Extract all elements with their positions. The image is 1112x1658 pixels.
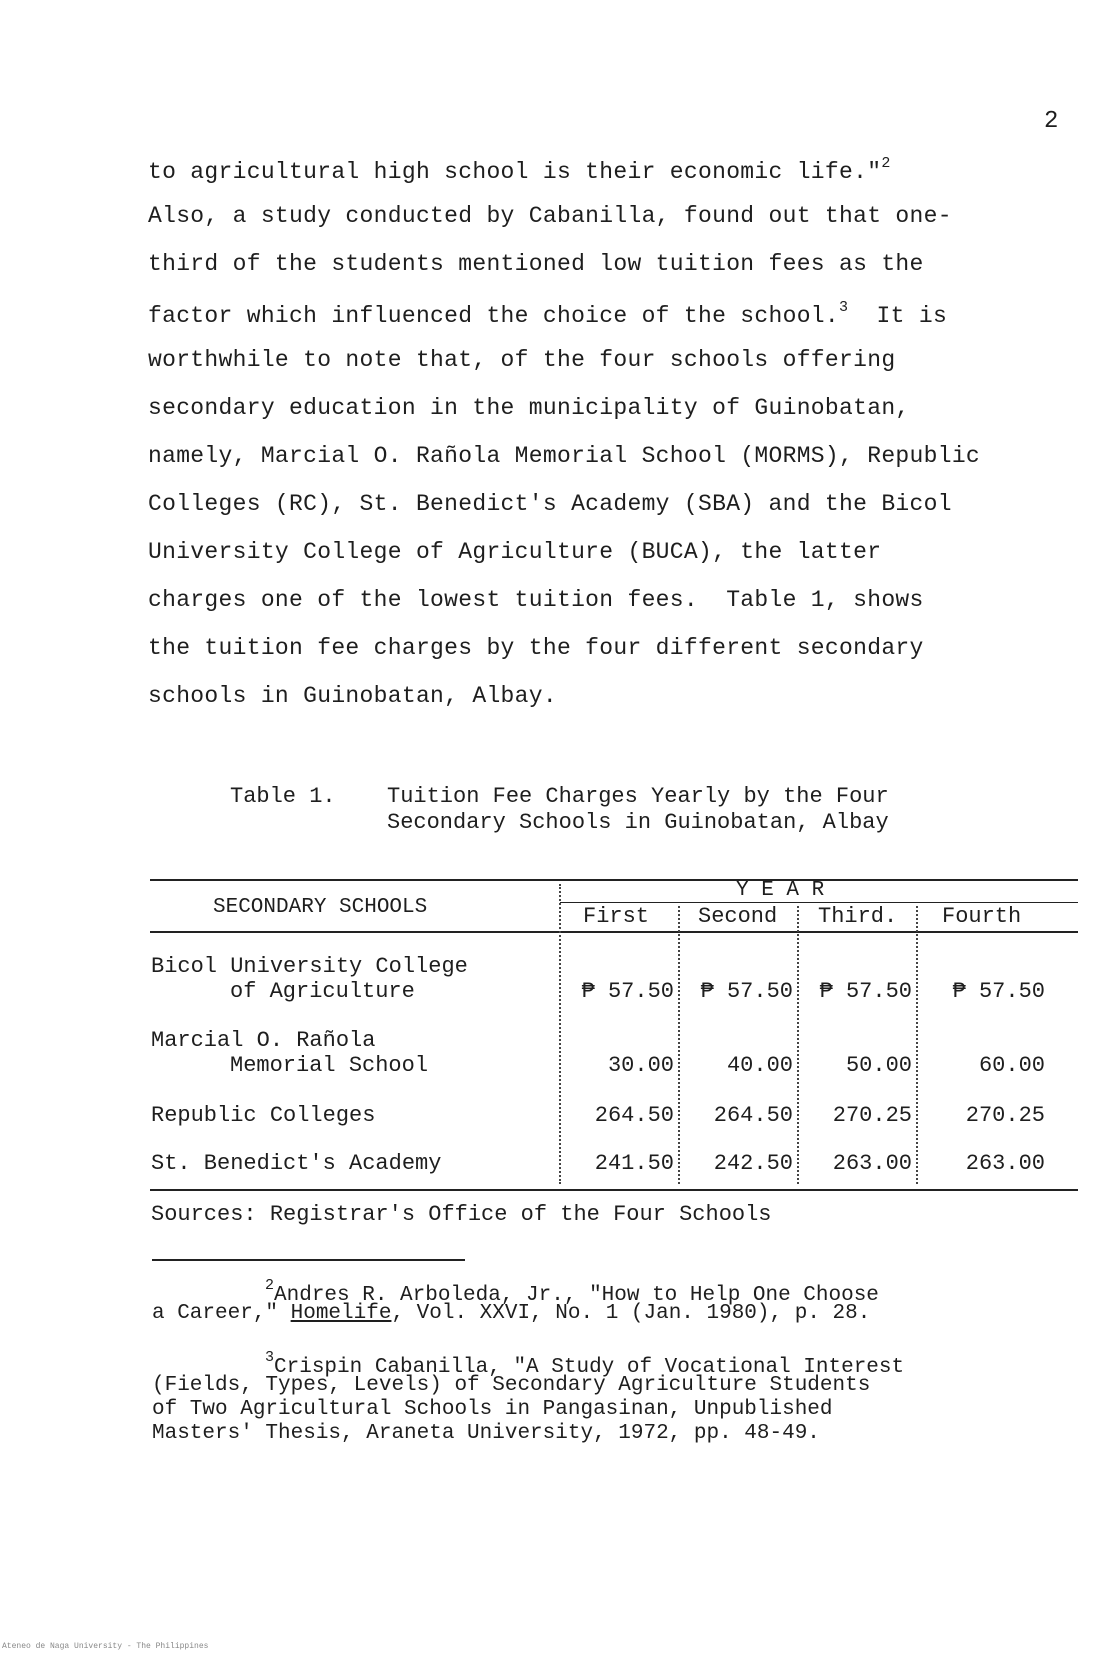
table-cell: 241.50 xyxy=(594,1151,674,1176)
table-cell: 30.00 xyxy=(607,1053,674,1078)
table-row-school-name: of Agriculture xyxy=(230,979,415,1004)
header-secondary-schools: SECONDARY SCHOOLS xyxy=(213,896,428,919)
footnote-2-line: a Career," Homelife, Vol. XXVI, No. 1 (Jan. 1980), p. 28. xyxy=(152,1302,871,1325)
table-header-rule xyxy=(150,931,1078,933)
column-separator xyxy=(797,906,809,1184)
body-line: schools in Guinobatan, Albay. xyxy=(148,683,557,709)
body-line: secondary education in the municipality of Guinobatan, xyxy=(148,395,910,421)
table-cell: 263.00 xyxy=(965,1151,1045,1176)
header-fourth: Fourth xyxy=(942,904,1022,929)
body-line: namely, Marcial O. Rañola Memorial School (MORMS), Republic xyxy=(148,443,981,469)
body-line: worthwhile to note that, of the four schools offering xyxy=(148,347,896,373)
table-row-school-name: Bicol University College xyxy=(151,954,468,979)
footnote-2-line: $^2$Andres R. Arboleda, Jr., "How to Help One Choose xyxy=(265,1277,879,1307)
journal-title: Homelife xyxy=(290,1302,392,1325)
archive-margin-note: Ateneo de Naga University - The Philippines xyxy=(2,1642,209,1651)
table-cell: ₱ 57.50 xyxy=(581,979,674,1004)
table-row-school-name: Marcial O. Rañola xyxy=(151,1028,376,1053)
table-row-school-name: Republic Colleges xyxy=(151,1103,376,1128)
table-cell: 263.00 xyxy=(832,1151,912,1176)
body-line: factor which influenced the choice of the school.$^3$ It is xyxy=(148,299,948,329)
table-top-rule xyxy=(150,879,1078,881)
table-cell: 264.50 xyxy=(594,1103,674,1128)
body-line: charges one of the lowest tuition fees. Table 1, shows xyxy=(148,587,924,613)
table-cell: 242.50 xyxy=(713,1151,793,1176)
table-year-rule xyxy=(560,902,1078,903)
body-line: Colleges (RC), St. Benedict's Academy (SBA) and the Bicol xyxy=(148,491,952,517)
footnote-3-line: Masters' Thesis, Araneta University, 1972, pp. 48-49. xyxy=(152,1422,820,1445)
table-caption-label: Table 1. xyxy=(230,784,336,809)
body-line: the tuition fee charges by the four different secondary xyxy=(148,635,924,661)
table-cell: 40.00 xyxy=(726,1053,793,1078)
table-source: Sources: Registrar's Office of the Four Schools xyxy=(151,1202,772,1227)
header-first: First xyxy=(583,904,650,929)
body-line: Also, a study conducted by Cabanilla, found out that one- xyxy=(148,203,952,229)
column-separator xyxy=(559,884,571,1184)
table-cell: 270.25 xyxy=(965,1103,1045,1128)
table-cell: 60.00 xyxy=(978,1053,1045,1078)
table-row-school-name: St. Benedict's Academy xyxy=(151,1151,442,1176)
table-cell: 50.00 xyxy=(845,1053,912,1078)
page-number: 2 xyxy=(1044,108,1059,135)
header-third: Third. xyxy=(818,904,898,929)
footnote-3-line: of Two Agricultural Schools in Pangasinan, Unpublished xyxy=(152,1398,833,1421)
body-line: University College of Agriculture (BUCA), the latter xyxy=(148,539,882,565)
body-line: to agricultural high school is their economic life."$^2$ xyxy=(148,155,891,185)
column-separator xyxy=(916,906,928,1184)
table-row-school-name: Memorial School xyxy=(230,1053,429,1078)
table-cell: ₱ 57.50 xyxy=(819,979,912,1004)
footnote-3-line: (Fields, Types, Levels) of Secondary Agriculture Students xyxy=(152,1374,871,1397)
body-line: third of the students mentioned low tuition fees as the xyxy=(148,251,924,277)
table-cell: ₱ 57.50 xyxy=(952,979,1045,1004)
table-cell: ₱ 57.50 xyxy=(700,979,793,1004)
footnote-3-line: $^3$Crispin Cabanilla, "A Study of Vocational Interest xyxy=(265,1349,905,1379)
header-second: Second xyxy=(698,904,778,929)
table-cell: 270.25 xyxy=(832,1103,912,1128)
footnote-separator xyxy=(152,1259,465,1261)
column-separator xyxy=(678,906,690,1184)
header-year: Y E A R xyxy=(736,879,825,902)
table-caption-line2: Secondary Schools in Guinobatan, Albay xyxy=(387,810,889,835)
table-bottom-rule xyxy=(150,1189,1078,1191)
table-caption-line1: Tuition Fee Charges Yearly by the Four xyxy=(387,784,889,809)
table-cell: 264.50 xyxy=(713,1103,793,1128)
